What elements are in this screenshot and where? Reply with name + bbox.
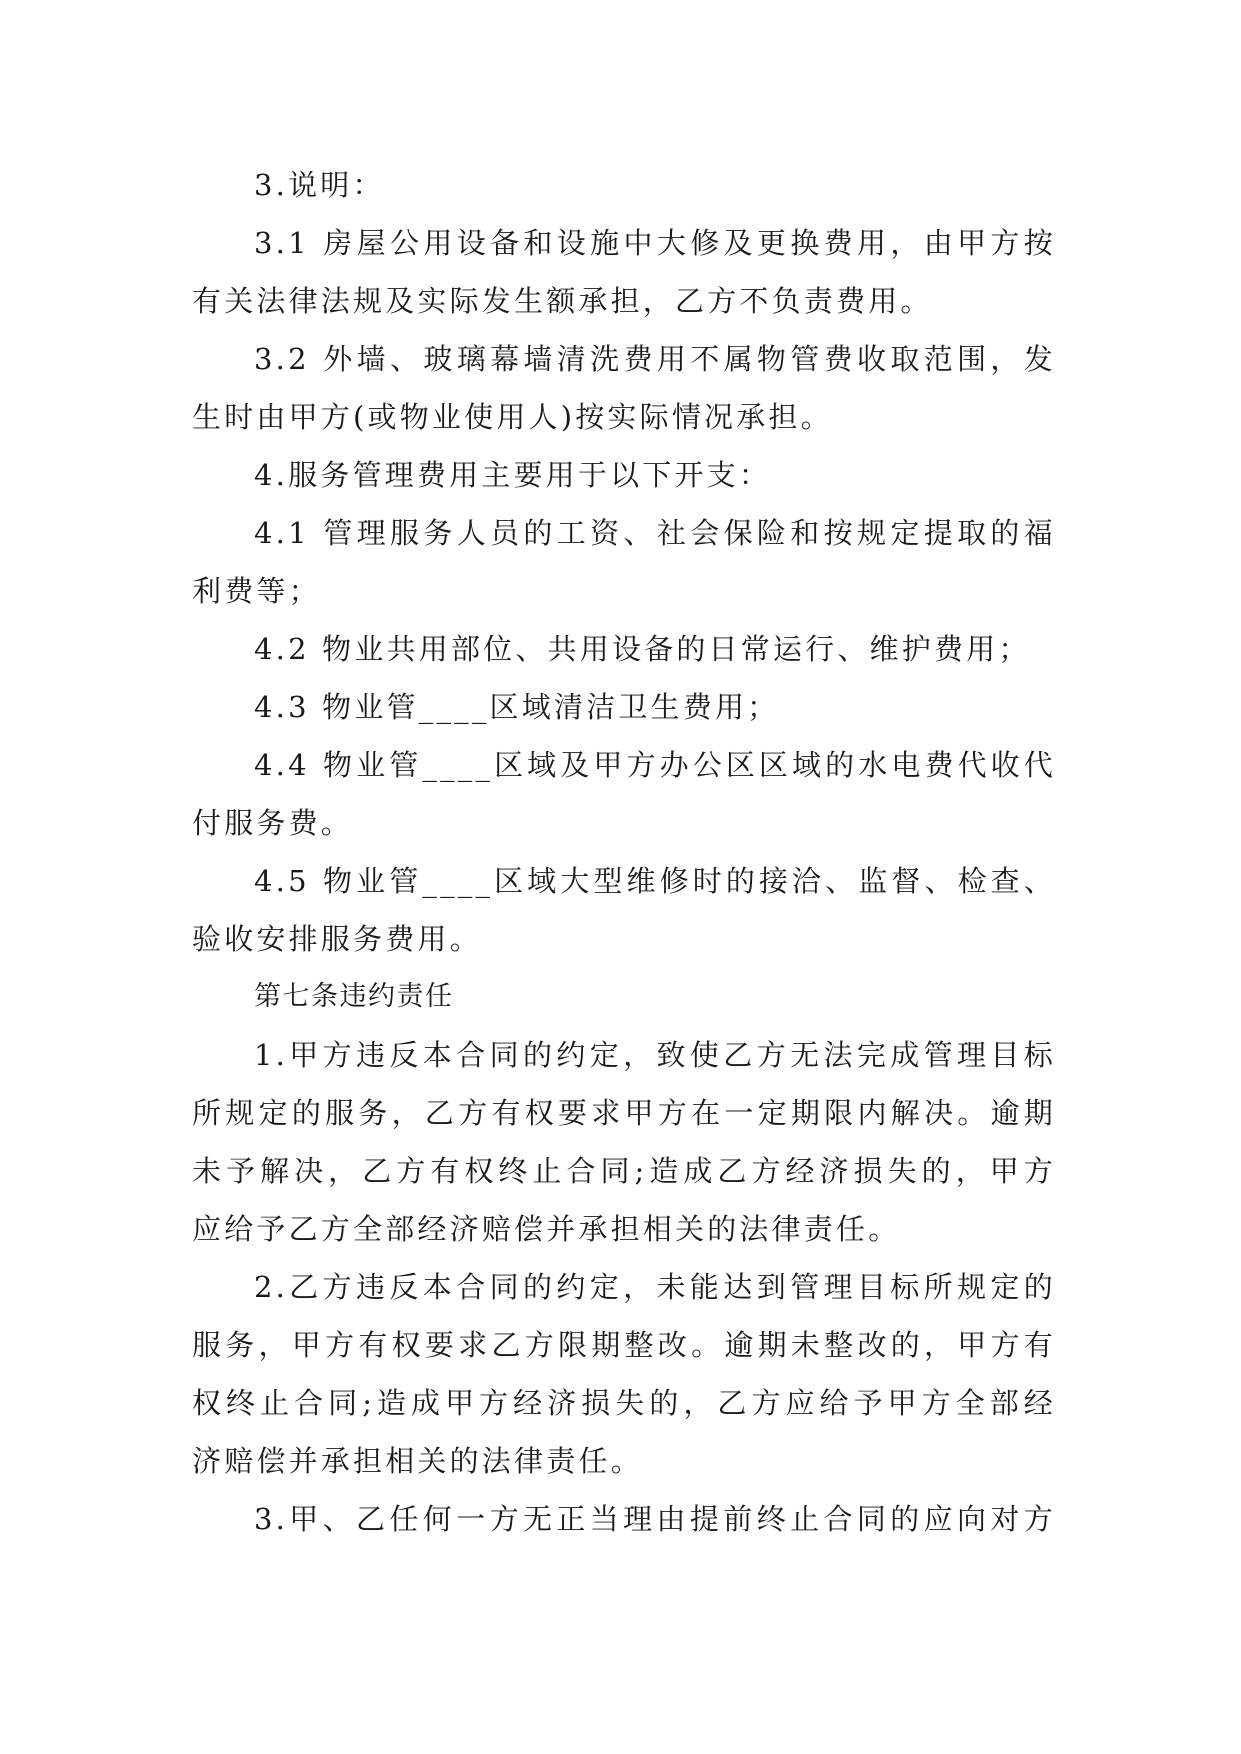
clause-3-1-line-1: 3.1 房屋公用设备和设施中大修及更换费用，由甲方按 (254, 226, 1056, 260)
clause-4-1-line-2: 利费等； (192, 574, 321, 608)
article-7-item-1-line-1: 1.甲方违反本合同的约定，致使乙方无法完成管理目标 (254, 1038, 1056, 1072)
article-7-item-2-line-2: 服务，甲方有权要求乙方限期整改。逾期未整改的，甲方有 (192, 1328, 1056, 1362)
clause-3-2-line-2: 生时由甲方(或物业使用人)按实际情况承担。 (192, 400, 833, 434)
article-7-item-1-line-3: 未予解决，乙方有权终止合同;造成乙方经济损失的，甲方 (192, 1154, 1056, 1188)
document-body (192, 156, 1056, 1548)
clause-4-title: 4.服务管理费用主要用于以下开支： (254, 458, 772, 492)
clause-4-2: 4.2 物业共用部位、共用设备的日常运行、维护费用； (254, 632, 1031, 666)
article-7-item-2-line-3: 权终止合同;造成甲方经济损失的，乙方应给予甲方全部经 (192, 1386, 1056, 1420)
article-7-item-2-line-1: 2.乙方违反本合同的约定，未能达到管理目标所规定的 (254, 1270, 1056, 1304)
clause-3-title: 3.说明： (254, 168, 385, 202)
clause-3-2-line-1: 3.2 外墙、玻璃幕墙清洗费用不属物管费收取范围，发 (254, 342, 1056, 376)
article-7-item-2-line-4: 济赔偿并承担相关的法律责任。 (192, 1444, 643, 1478)
article-7-item-3-line-1: 3.甲、乙任何一方无正当理由提前终止合同的应向对方 (254, 1502, 1056, 1536)
clause-3-1-line-2: 有关法律法规及实际发生额承担，乙方不负责费用。 (192, 284, 933, 318)
article-7-item-1-line-2: 所规定的服务，乙方有权要求甲方在一定期限内解决。逾期 (192, 1096, 1056, 1130)
clause-4-3: 4.3 物业管____区域清洁卫生费用； (254, 690, 780, 724)
article-7-heading: 第七条违约责任 (254, 981, 454, 1012)
clause-4-1-line-1: 4.1 管理服务人员的工资、社会保险和按规定提取的福 (254, 516, 1056, 550)
clause-4-4-line-1: 4.4 物业管____区域及甲方办公区区域的水电费代收代 (254, 748, 1056, 782)
article-7-item-1-line-4: 应给予乙方全部经济赔偿并承担相关的法律责任。 (192, 1212, 901, 1246)
clause-4-5-line-2: 验收安排服务费用。 (192, 922, 482, 956)
clause-4-4-line-2: 付服务费。 (192, 806, 354, 840)
clause-4-5-line-1: 4.5 物业管____区域大型维修时的接洽、监督、检查、 (254, 864, 1056, 898)
